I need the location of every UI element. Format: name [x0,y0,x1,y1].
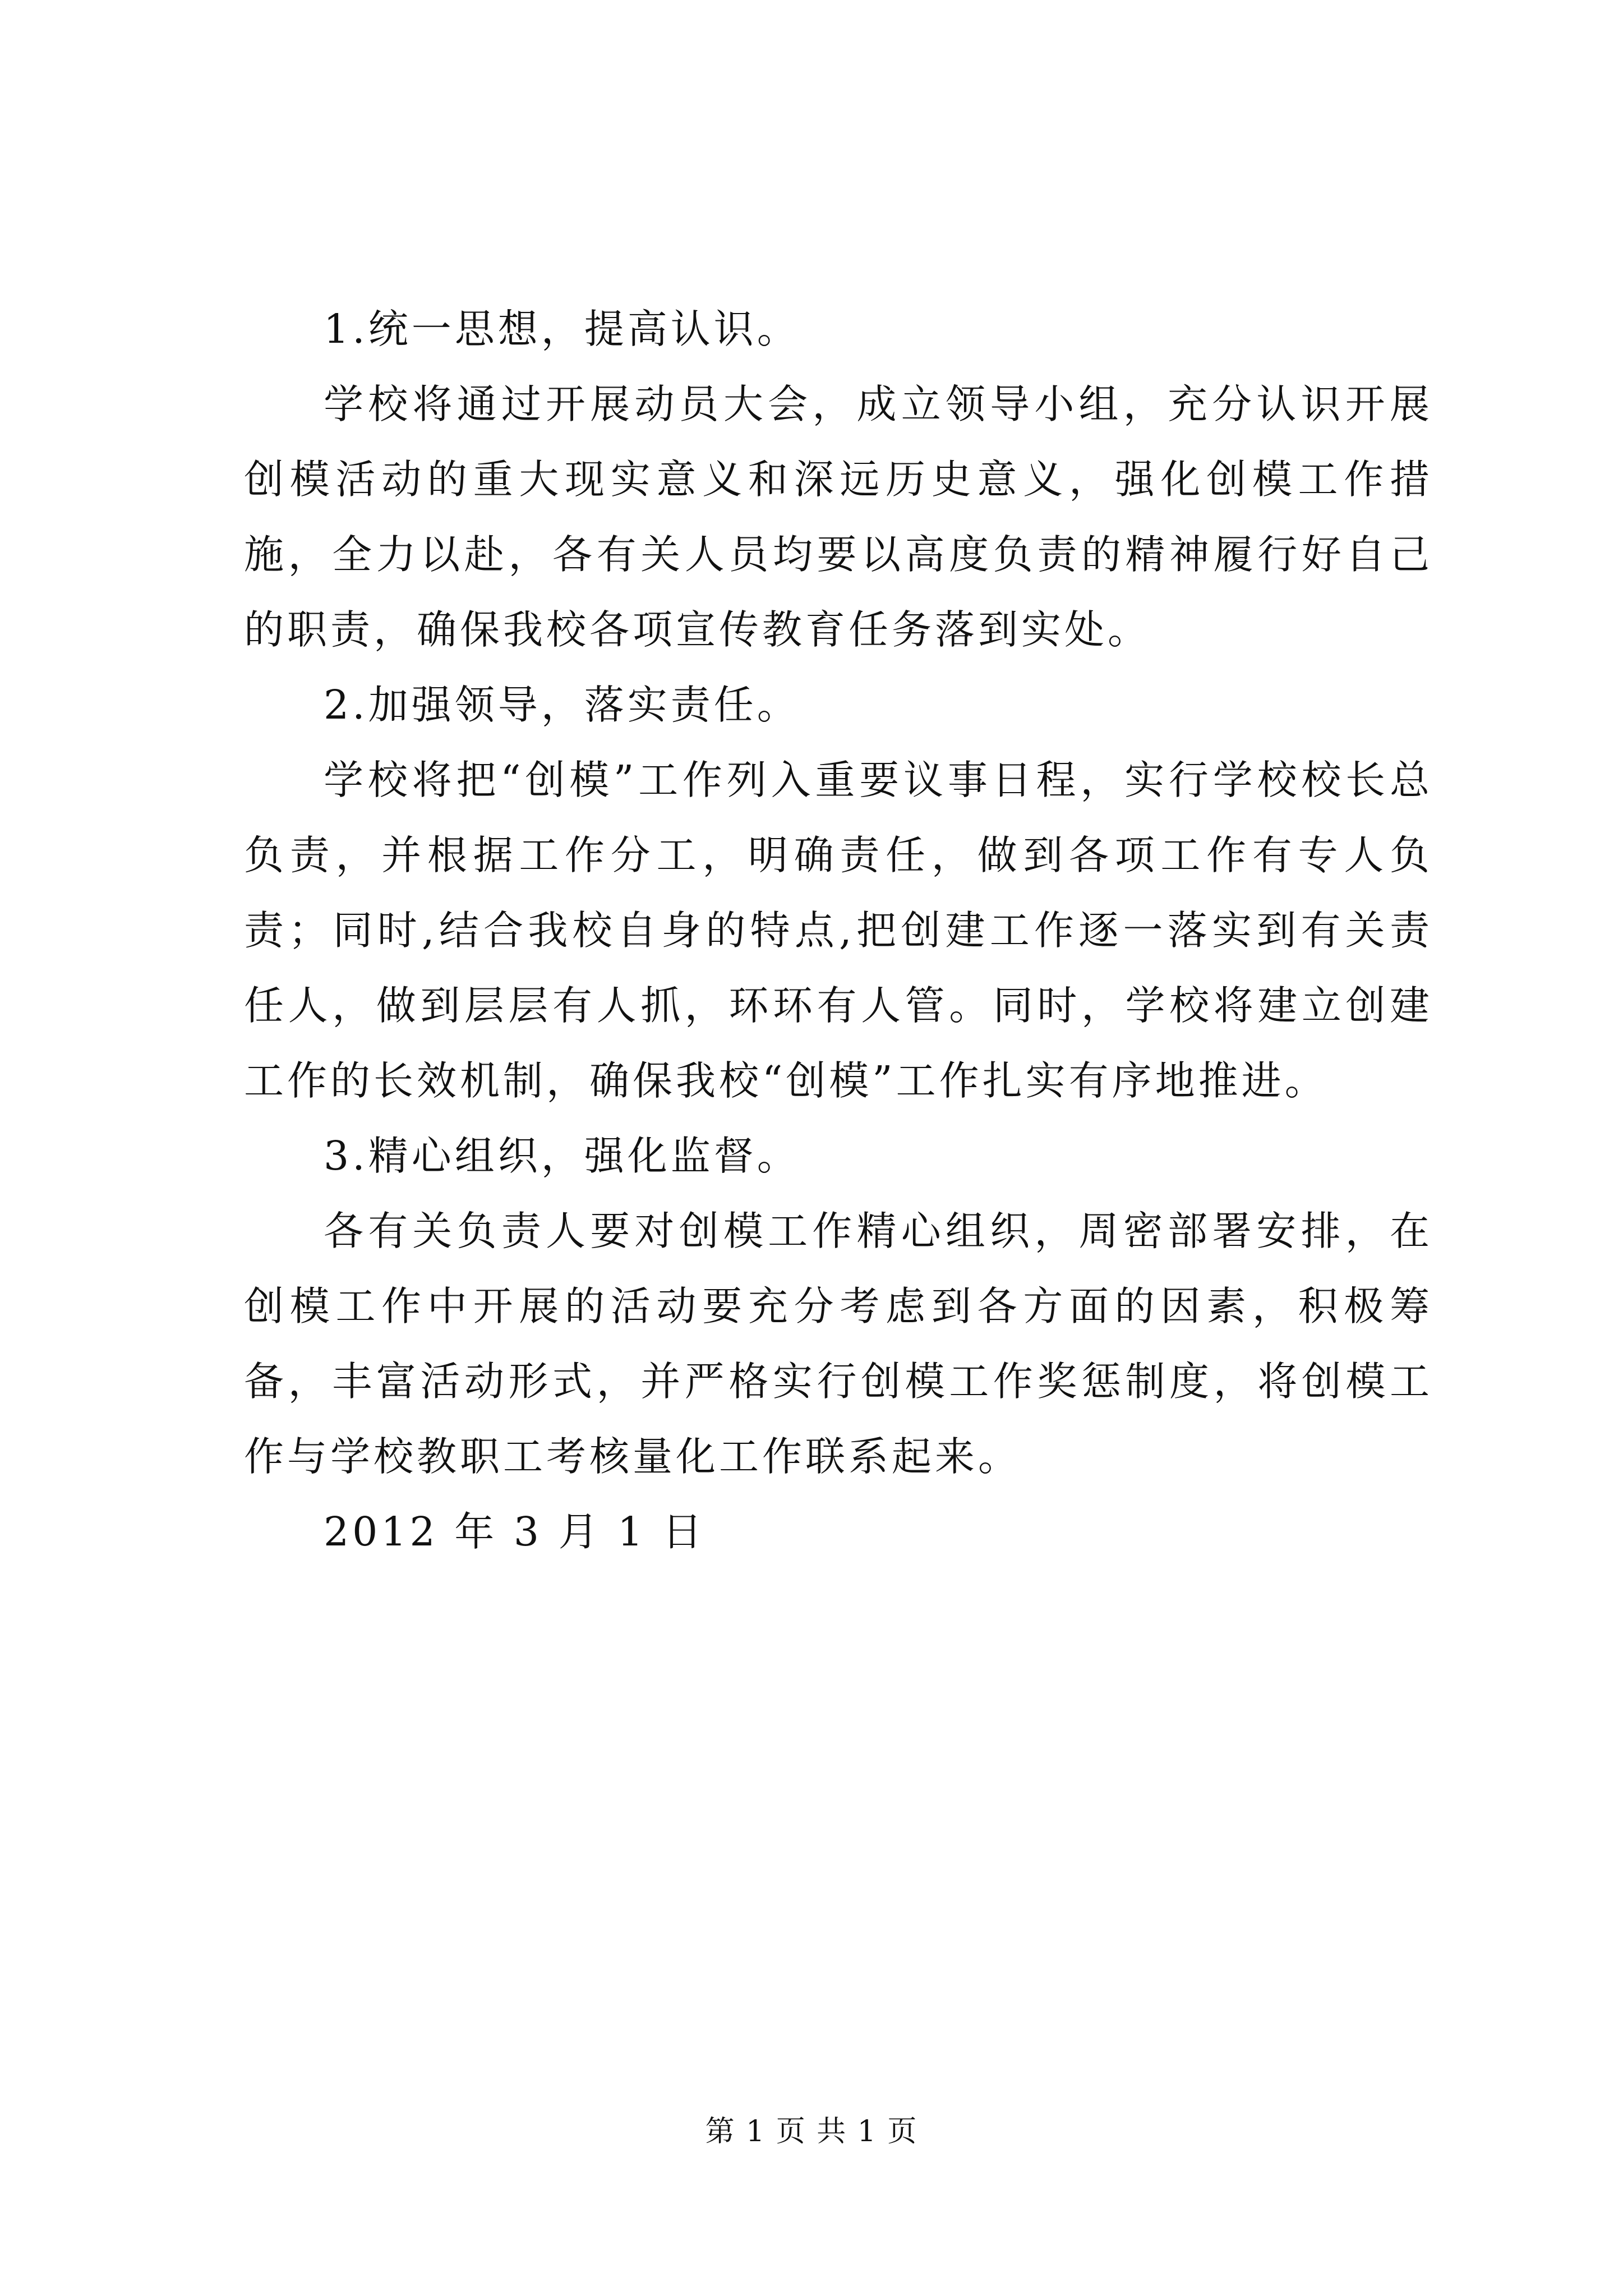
section-3-body: 各有关负责人要对创模工作精心组织，周密部署安排，在创模工作中开展的活动要充分考虑到各方面的因素，积极筹备，丰富活动形式，并严格实行创模工作奖惩制度，将创模工作与学校教职工考核量化工作联系起来。 [244,1208,1433,1480]
section-3-heading: 3.精心组织，强化监督。 [324,1133,800,1179]
document-date: 2012 年 3 月 1 日 [324,1508,706,1555]
section-2-heading: 2.加强领导，落实责任。 [324,682,800,728]
page-number-footer: 第 1 页 共 1 页 [705,2115,918,2148]
document-body [244,292,1433,1570]
section-2-body: 学校将把“创模”工作列入重要议事日程，实行学校校长总负责，并根据工作分工，明确责任，做到各项工作有专人负责；同时,结合我校自身的特点,把创建工作逐一落实到有关责任人，做到层层有人抓，环环有人管。同时，学校将建立创建工作的长效机制，确保我校“创模”工作扎实有序地推进。 [244,757,1433,1104]
section-1-body: 学校将通过开展动员大会，成立领导小组，充分认识开展创模活动的重大现实意义和深远历史意义，强化创模工作措施，全力以赴，各有关人员均要以高度负责的精神履行好自己的职责，确保我校各项宣传教育任务落到实处。 [244,381,1433,653]
section-1-heading: 1.统一思想，提高认识。 [324,306,800,352]
